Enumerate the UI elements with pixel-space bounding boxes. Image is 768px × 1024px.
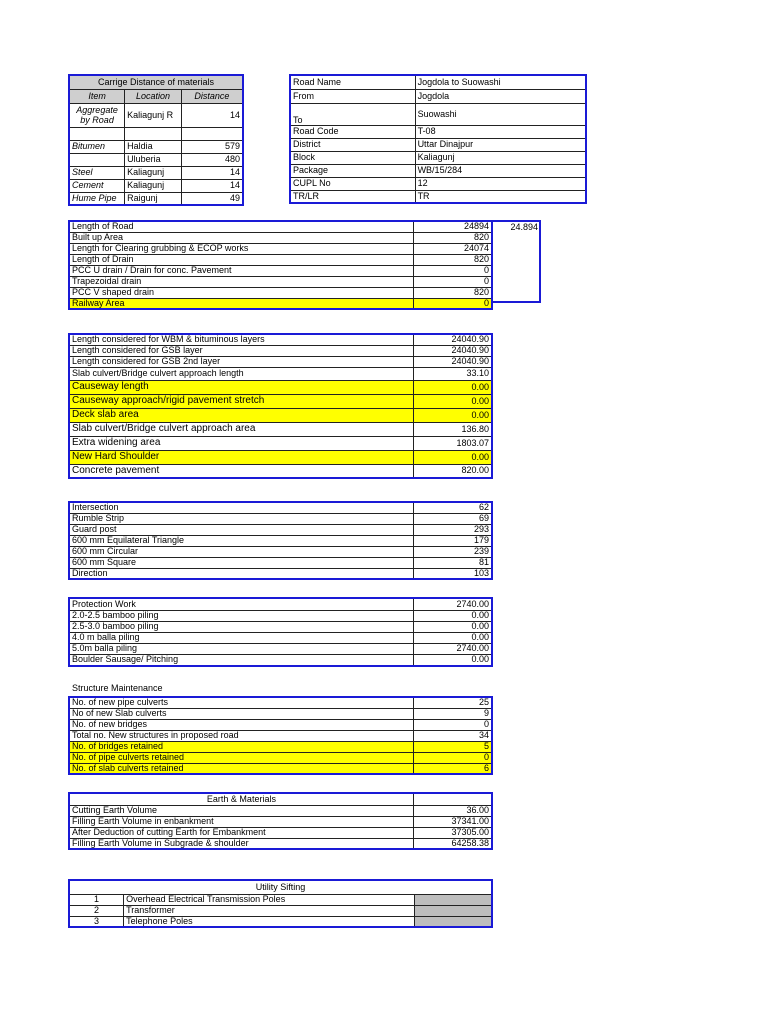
road-info-value: WB/15/284 <box>415 164 586 177</box>
structure-value: 0 <box>414 752 492 763</box>
utility-table <box>68 879 493 928</box>
earth-table <box>68 792 493 850</box>
structure-label: No. of bridges retained <box>69 741 414 752</box>
layer-value: 0.00 <box>413 450 492 464</box>
utility-value <box>415 894 492 905</box>
road-info-table <box>289 74 587 204</box>
signage-label: 600 mm Square <box>69 557 413 568</box>
utility-value <box>415 905 492 916</box>
signage-label: Rumble Strip <box>69 513 413 524</box>
signage-label: Intersection <box>69 502 413 513</box>
layer-value: 24040.90 <box>413 356 492 367</box>
protection-value: 2740.00 <box>413 643 492 654</box>
structure-value: 5 <box>414 741 492 752</box>
earth-value: 37305.00 <box>413 827 492 838</box>
carriage-location: Kaliagunj <box>125 166 182 179</box>
earth-label: Cutting Earth Volume <box>69 805 413 816</box>
layer-label: Length considered for GSB 2nd layer <box>69 356 413 367</box>
road-info-label: Package <box>290 164 415 177</box>
length-value: 24074 <box>413 243 492 254</box>
carriage-distance: 14 <box>181 166 243 179</box>
carriage-item: Steel <box>69 166 125 179</box>
protection-value: 0.00 <box>413 610 492 621</box>
protection-label: 4.0 m balla piling <box>69 632 413 643</box>
carriage-item <box>69 153 125 166</box>
length-table <box>68 220 493 310</box>
layer-label: Extra widening area <box>69 436 413 450</box>
road-info-value: Jogdola to Suowashi <box>415 75 586 89</box>
carriage-location: Raigunj <box>125 192 182 205</box>
signage-value: 69 <box>413 513 492 524</box>
structure-label: No of new Slab culverts <box>69 708 414 719</box>
carriage-distance: 480 <box>181 153 243 166</box>
layer-value: 33.10 <box>413 367 492 380</box>
length-value: 0 <box>413 298 492 309</box>
road-info-label: Road Name <box>290 75 415 89</box>
length-value: 820 <box>413 287 492 298</box>
structure-value: 6 <box>414 763 492 774</box>
road-info-label: To <box>290 103 415 125</box>
carriage-location: Uluberia <box>125 153 182 166</box>
signage-value: 239 <box>413 546 492 557</box>
structure-label: No. of new bridges <box>69 719 414 730</box>
layer-value: 136.80 <box>413 422 492 436</box>
earth-label: Filling Earth Volume in Subgrade & shoulder <box>69 838 413 849</box>
layer-label: Deck slab area <box>69 408 413 422</box>
structure-label: No. of pipe culverts retained <box>69 752 414 763</box>
protection-value: 0.00 <box>413 621 492 632</box>
utility-label: Telephone Poles <box>124 916 415 927</box>
layer-label: New Hard Shoulder <box>69 450 413 464</box>
utility-label: Overhead Electrical Transmission Poles <box>124 894 415 905</box>
length-label: Length for Clearing grubbing & ECOP works <box>69 243 413 254</box>
signage-value: 81 <box>413 557 492 568</box>
layer-value: 0.00 <box>413 408 492 422</box>
header-distance: Distance <box>181 89 243 103</box>
utility-value <box>415 916 492 927</box>
earth-value: 64258.38 <box>413 838 492 849</box>
road-info-value: Uttar Dinajpur <box>415 138 586 151</box>
signage-label: 600 mm Circular <box>69 546 413 557</box>
utility-no: 2 <box>69 905 124 916</box>
carriage-distance: 14 <box>181 179 243 192</box>
road-info-value: Suowashi <box>415 103 586 125</box>
protection-label: 2.5-3.0 bamboo piling <box>69 621 413 632</box>
length-label: PCC U drain / Drain for conc. Pavement <box>69 265 413 276</box>
layer-value: 1803.07 <box>413 436 492 450</box>
protection-value: 0.00 <box>413 654 492 666</box>
layer-value: 820.00 <box>413 464 492 478</box>
road-info-value: T-08 <box>415 125 586 138</box>
utility-title: Utility Sifting <box>69 880 492 894</box>
length-label: PCC V shaped drain <box>69 287 413 298</box>
length-label: Railway Area <box>69 298 413 309</box>
layer-label: Causeway length <box>69 380 413 394</box>
signage-value: 62 <box>413 502 492 513</box>
layer-label: Length considered for WBM & bituminous layers <box>69 334 413 345</box>
road-info-label: Block <box>290 151 415 164</box>
structure-value: 25 <box>414 697 492 708</box>
road-info-label: District <box>290 138 415 151</box>
header-item: Item <box>69 89 125 103</box>
road-info-label: CUPL No <box>290 177 415 190</box>
signage-label: 600 mm Equilateral Triangle <box>69 535 413 546</box>
carriage-item: Cement <box>69 179 125 192</box>
utility-no: 1 <box>69 894 124 905</box>
carriage-location: Kaliagunj R <box>125 103 182 127</box>
length-value: 0 <box>413 276 492 287</box>
road-info-value: Jogdola <box>415 89 586 103</box>
length-value: 24894 <box>413 221 492 232</box>
layer-label: Concrete pavement <box>69 464 413 478</box>
length-extra-frame <box>491 220 541 303</box>
structure-label: Total no. New structures in proposed road <box>69 730 414 741</box>
protection-label: Boulder Sausage/ Pitching <box>69 654 413 666</box>
layers-table <box>68 333 493 479</box>
protection-label: 5.0m balla piling <box>69 643 413 654</box>
structure-value: 0 <box>414 719 492 730</box>
earth-title: Earth & Materials <box>69 793 413 805</box>
structure-value: 34 <box>414 730 492 741</box>
layer-label: Slab culvert/Bridge culvert approach area <box>69 422 413 436</box>
length-label: Length of Drain <box>69 254 413 265</box>
carriage-title: Carrige Distance of materials <box>69 75 243 89</box>
length-label: Built up Area <box>69 232 413 243</box>
signage-label: Guard post <box>69 524 413 535</box>
earth-label: Filling Earth Volume in enbankment <box>69 816 413 827</box>
length-value: 820 <box>413 232 492 243</box>
header-location: Location <box>125 89 182 103</box>
carriage-item: Hume Pipe <box>69 192 125 205</box>
carriage-distance: 579 <box>181 140 243 153</box>
utility-label: Transformer <box>124 905 415 916</box>
structure-value: 9 <box>414 708 492 719</box>
carriage-location: Kaliagunj <box>125 179 182 192</box>
utility-no: 3 <box>69 916 124 927</box>
length-value: 0 <box>413 265 492 276</box>
protection-table <box>68 597 493 667</box>
carriage-distance: 14 <box>181 103 243 127</box>
layer-value: 0.00 <box>413 380 492 394</box>
road-info-value: TR <box>415 190 586 203</box>
length-label: Trapezoidal drain <box>69 276 413 287</box>
structure-title: Structure Maintenance <box>72 683 163 693</box>
carriage-location: Haldia <box>125 140 182 153</box>
protection-value: 0.00 <box>413 632 492 643</box>
signage-table <box>68 501 493 580</box>
earth-label: After Deduction of cutting Earth for Embankment <box>69 827 413 838</box>
layer-label: Causeway approach/rigid pavement stretch <box>69 394 413 408</box>
protection-value: 2740.00 <box>413 598 492 610</box>
signage-value: 293 <box>413 524 492 535</box>
signage-value: 103 <box>413 568 492 579</box>
length-label: Length of Road <box>69 221 413 232</box>
layer-value: 24040.90 <box>413 345 492 356</box>
structure-table <box>68 696 493 775</box>
road-info-label: From <box>290 89 415 103</box>
road-info-label: TR/LR <box>290 190 415 203</box>
layer-value: 24040.90 <box>413 334 492 345</box>
length-of-road-km: 24.894 <box>510 222 538 232</box>
signage-value: 179 <box>413 535 492 546</box>
earth-value: 37341.00 <box>413 816 492 827</box>
layer-value: 0.00 <box>413 394 492 408</box>
structure-label: No. of new pipe culverts <box>69 697 414 708</box>
layer-label: Slab culvert/Bridge culvert approach length <box>69 367 413 380</box>
protection-label: Protection Work <box>69 598 413 610</box>
protection-label: 2.0-2.5 bamboo piling <box>69 610 413 621</box>
length-value: 820 <box>413 254 492 265</box>
signage-label: Direction <box>69 568 413 579</box>
road-info-value: 12 <box>415 177 586 190</box>
layer-label: Length considered for GSB layer <box>69 345 413 356</box>
carriage-item: Aggregate by Road <box>69 103 125 127</box>
structure-label: No. of slab culverts retained <box>69 763 414 774</box>
road-info-value: Kaliagunj <box>415 151 586 164</box>
carriage-item: Bitumen <box>69 140 125 153</box>
earth-value: 36.00 <box>413 805 492 816</box>
carriage-distance: 49 <box>181 192 243 205</box>
carriage-distance-table <box>68 74 244 206</box>
road-info-label: Road Code <box>290 125 415 138</box>
